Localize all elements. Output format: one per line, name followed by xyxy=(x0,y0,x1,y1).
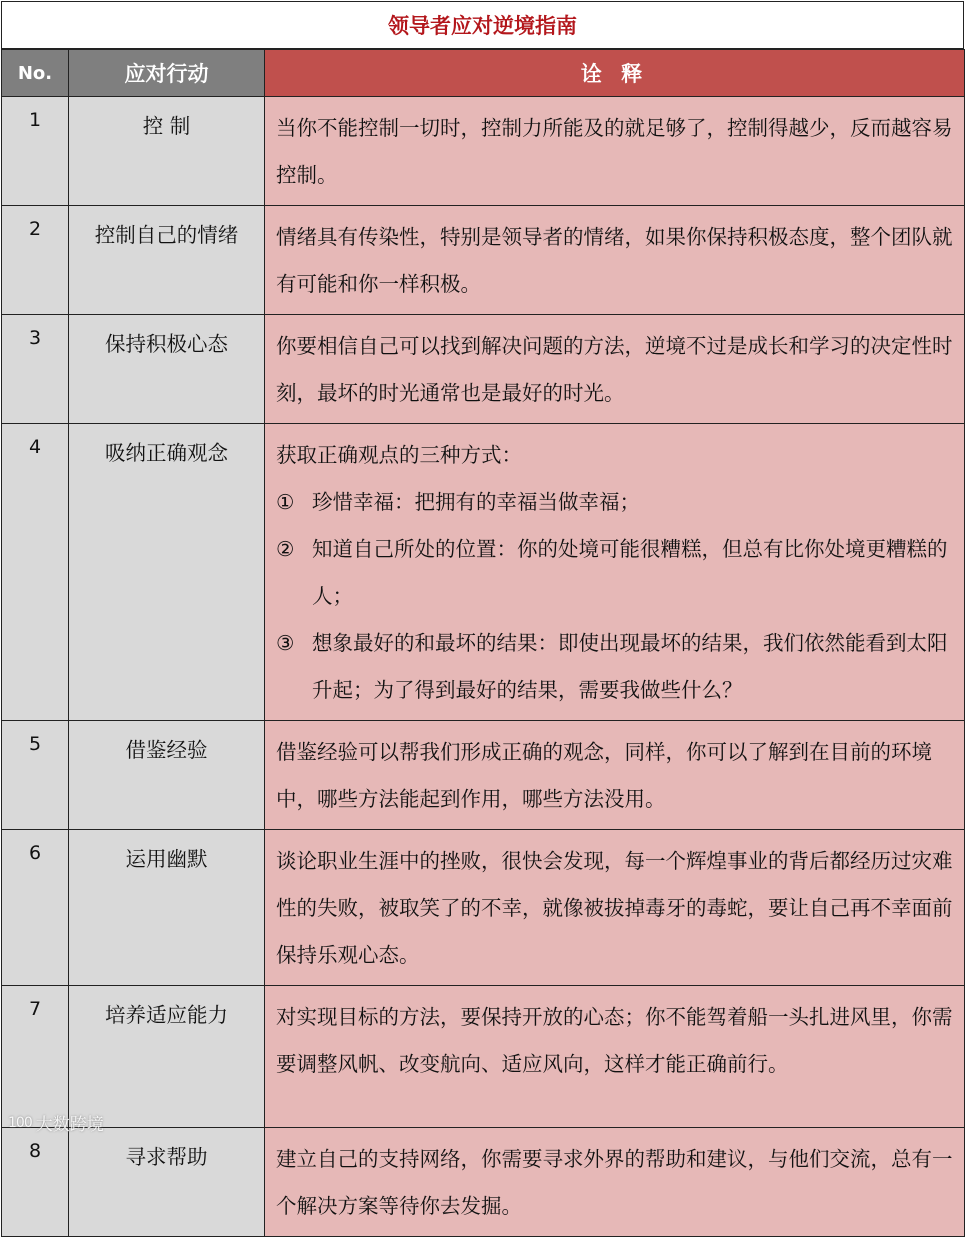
row-number: 8 xyxy=(2,1128,69,1237)
row-number: 3 xyxy=(2,315,69,424)
row-action: 借鉴经验 xyxy=(69,721,265,830)
watermark xyxy=(8,1110,104,1135)
row-action: 吸纳正确观念 xyxy=(69,424,265,721)
row-action: 控制自己的情绪 xyxy=(69,206,265,315)
row-explanation: 当你不能控制一切时，控制力所能及的就足够了，控制得越少，反而越容易控制。 xyxy=(265,97,965,206)
header-action: 应对行动 xyxy=(69,50,265,97)
list-marker: ② xyxy=(276,537,295,561)
table-row xyxy=(2,1128,965,1237)
header-row xyxy=(2,50,965,97)
row-number: 2 xyxy=(2,206,69,315)
explanation-intro: 获取正确观点的三种方式： xyxy=(276,443,522,467)
list-marker: ③ xyxy=(276,631,295,655)
row-action: 寻求帮助 xyxy=(69,1128,265,1237)
watermark-text: 大数跨境 xyxy=(35,1115,104,1135)
header-no: No. xyxy=(2,50,69,97)
header-explanation: 诠 释 xyxy=(265,50,965,97)
row-explanation: 你要相信自己可以找到解决问题的方法，逆境不过是成长和学习的决定性时刻，最坏的时光通常也是最好的时光。 xyxy=(265,315,965,424)
row-explanation: 情绪具有传染性，特别是领导者的情绪，如果你保持积极态度，整个团队就有可能和你一样积极。 xyxy=(265,206,965,315)
table-row xyxy=(2,424,965,721)
table-row xyxy=(2,206,965,315)
row-explanation: 对实现目标的方法，要保持开放的心态；你不能驾着船一头扎进风里，你需要调整风帆、改变航向、适应风向，这样才能正确前行。 xyxy=(265,986,965,1128)
row-action: 控 制 xyxy=(69,97,265,206)
row-explanation: 建立自己的支持网络，你需要寻求外界的帮助和建议，与他们交流，总有一个解决方案等待你去发掘。 xyxy=(265,1128,965,1237)
row-action: 保持积极心态 xyxy=(69,315,265,424)
table-title: 领导者应对逆境指南 xyxy=(1,1,964,49)
table-row xyxy=(2,315,965,424)
list-item xyxy=(276,620,956,714)
table-row xyxy=(2,986,965,1128)
row-explanation xyxy=(265,424,965,721)
guide-table xyxy=(1,49,965,1237)
guide-table-container xyxy=(1,1,964,1237)
row-explanation: 谈论职业生涯中的挫败，很快会发现，每一个辉煌事业的背后都经历过灾难性的失败，被取笑了的不幸，就像被拔掉毒牙的毒蛇，要让自己再不幸面前保持乐观心态。 xyxy=(265,830,965,986)
list-item-text: 想象最好的和最坏的结果：即使出现最坏的结果，我们依然能看到太阳升起；为了得到最好的结果，需要我做些什么？ xyxy=(312,631,948,702)
row-action: 运用幽默 xyxy=(69,830,265,986)
list-item xyxy=(276,526,956,620)
table-row xyxy=(2,721,965,830)
table-row xyxy=(2,830,965,986)
row-number: 4 xyxy=(2,424,69,721)
watermark-logo: 100 xyxy=(8,1114,32,1131)
list-item xyxy=(276,479,956,526)
row-number: 6 xyxy=(2,830,69,986)
table-row xyxy=(2,97,965,206)
row-number: 5 xyxy=(2,721,69,830)
row-number: 7 xyxy=(2,986,69,1128)
list-item-text: 珍惜幸福：把拥有的幸福当做幸福； xyxy=(312,490,640,514)
row-explanation: 借鉴经验可以帮我们形成正确的观念，同样，你可以了解到在目前的环境中，哪些方法能起到作用，哪些方法没用。 xyxy=(265,721,965,830)
row-action: 培养适应能力 xyxy=(69,986,265,1128)
list-marker: ① xyxy=(276,490,295,514)
row-number: 1 xyxy=(2,97,69,206)
list-item-text: 知道自己所处的位置：你的处境可能很糟糕，但总有比你处境更糟糕的人； xyxy=(312,537,948,608)
